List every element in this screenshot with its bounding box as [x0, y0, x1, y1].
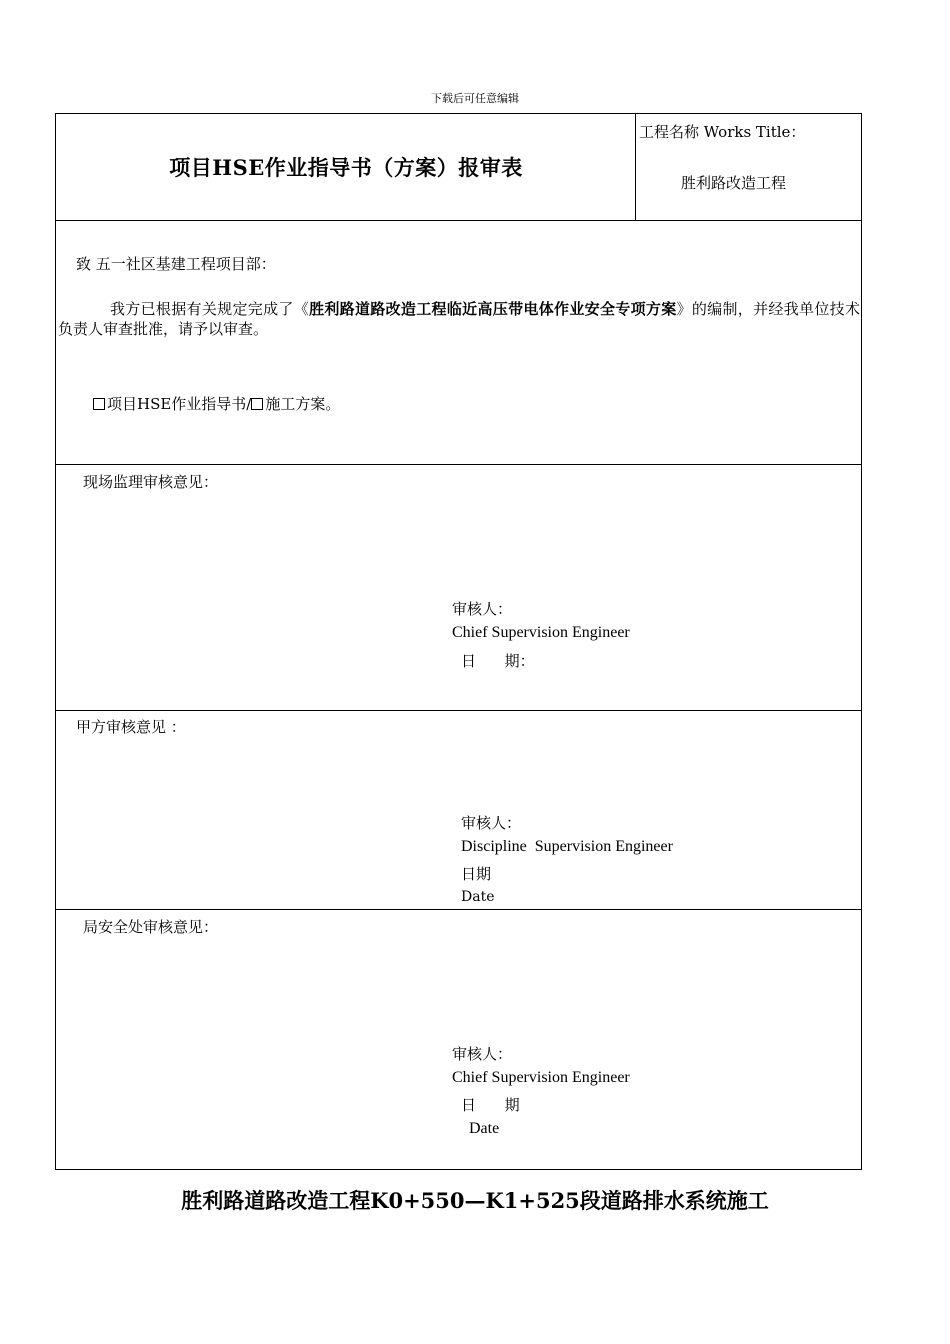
bureau-safety-date-label: 日 期	[461, 1096, 520, 1114]
owner-date-label: 日期	[461, 865, 492, 883]
statement-before: 我方已根据有关规定完成了《	[110, 300, 310, 318]
statement-after: 》的编制，并经我单位技术负责人审查批准，请予以审查。	[58, 300, 860, 338]
site-supervision-heading: 现场监理审核意见：	[83, 473, 219, 491]
site-supervision-reviewer-en: Chief Supervision Engineer	[452, 624, 630, 641]
bureau-safety-reviewer-label: 审核人：	[452, 1045, 513, 1063]
owner-review-heading: 甲方审核意见 ：	[76, 718, 186, 736]
owner-reviewer-en: Discipline Supervision Engineer	[461, 838, 673, 855]
row-divider-3	[56, 710, 861, 711]
bureau-safety-reviewer-en: Chief Supervision Engineer	[452, 1069, 630, 1086]
site-supervision-date-label: 日 期：	[461, 652, 535, 670]
owner-reviewer-label: 审核人：	[461, 814, 522, 832]
construction-plan-label: 施工方案。	[265, 395, 341, 413]
download-note: 下载后可任意编辑	[431, 92, 519, 105]
row-divider-4	[56, 909, 861, 910]
submission-options	[93, 393, 340, 414]
site-supervision-reviewer-label: 审核人：	[452, 600, 513, 618]
row-divider-1	[56, 220, 861, 221]
bureau-safety-date-en: Date	[469, 1120, 500, 1137]
plan-name: 胜利路道路改造工程临近高压带电体作业安全专项方案	[309, 300, 677, 318]
addressee: 致 五一社区基建工程项目部：	[76, 255, 276, 273]
construction-plan-checkbox[interactable]	[251, 398, 263, 410]
submission-statement	[58, 299, 860, 339]
form-title: 项目HSE作业指导书（方案）报审表	[169, 155, 523, 180]
row-divider-2	[56, 464, 861, 465]
bureau-safety-heading: 局安全处审核意见：	[83, 918, 219, 936]
works-title-value: 胜利路改造工程	[681, 174, 787, 192]
footer-title: 胜利路道路改造工程K0+550—K1+525段道路排水系统施工	[181, 1188, 769, 1213]
works-title-label: 工程名称 Works Title：	[639, 123, 806, 141]
hse-guide-label: 项目HSE作业指导书/	[107, 395, 252, 413]
hse-guide-checkbox[interactable]	[93, 398, 105, 410]
review-form	[55, 113, 862, 1170]
owner-date-en: Date	[461, 889, 495, 905]
